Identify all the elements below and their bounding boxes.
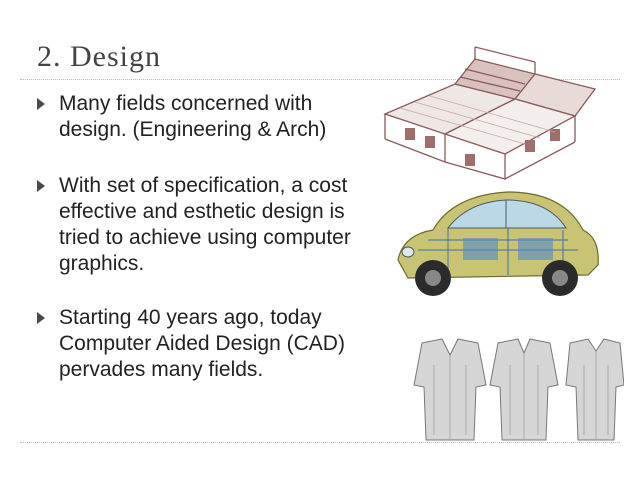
bullet-list [35, 91, 355, 383]
bullet-item [35, 91, 355, 143]
bullet-text: Many fields concerned with design. (Engineering & Arch) [59, 92, 327, 141]
bullet-item [35, 173, 355, 277]
triangle-bullet-icon [37, 312, 45, 324]
bullet-text: With set of specification, a cost effective and esthetic design is tried to achieve using computer graphics. [59, 174, 351, 275]
bullet-text: Starting 40 years ago, today Computer Aided Design (CAD) pervades many fields. [59, 306, 345, 381]
triangle-bullet-icon [37, 180, 45, 192]
slide-title: 2. Design [37, 40, 161, 73]
triangle-bullet-icon [37, 98, 45, 110]
jacket-designs-image [402, 335, 624, 447]
architecture-cad-image [365, 44, 610, 184]
car-cad-image [388, 180, 603, 310]
bullet-item [35, 305, 355, 383]
